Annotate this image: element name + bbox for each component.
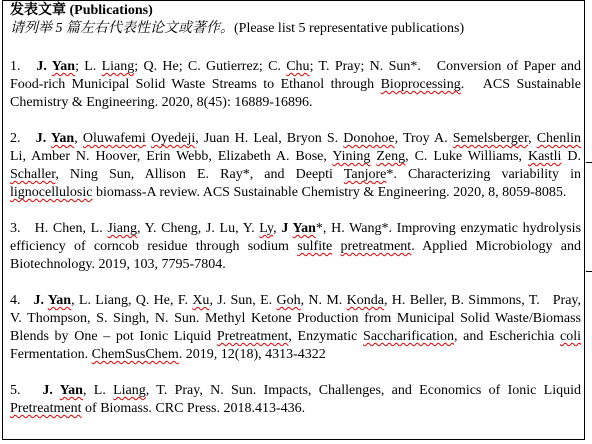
publication-line xyxy=(10,346,581,364)
highlighted-author: J. xyxy=(36,59,52,74)
text-run: Pray, xyxy=(539,293,581,308)
spell-flagged-word: Zeng xyxy=(376,149,406,164)
text-run: . ACS Sustainable xyxy=(460,77,581,92)
publication-line xyxy=(10,292,581,310)
spell-flagged-word: Donohoe xyxy=(343,131,395,146)
text-run: 3. xyxy=(10,221,35,236)
text-run: ; T. Pray; N. Sun*. xyxy=(309,59,437,74)
text-run: Chemistry & Engineering. 2020, 8(45): 16889-16896. xyxy=(10,95,313,110)
spell-flagged-word: Oyedeji xyxy=(150,131,196,146)
text-run: , Enzymatic xyxy=(288,329,364,344)
publication-line xyxy=(10,76,581,94)
text-run: , L. Liang, Q. He, F. xyxy=(71,293,193,308)
page-edge-mark xyxy=(586,162,592,163)
spell-flagged-word: ChemSusChem xyxy=(91,347,179,362)
highlighted-author: J. xyxy=(42,383,60,398)
spell-flagged-word: Yan xyxy=(47,293,72,308)
instruction-english: (Please list 5 representative publications) xyxy=(234,21,465,36)
text-run: of Biomass. CRC Press. 2018.413-436. xyxy=(81,401,306,416)
spell-flagged-word: Jiang xyxy=(107,221,137,236)
text-run: , xyxy=(528,131,537,146)
publication-line xyxy=(10,166,581,184)
text-run: , L. xyxy=(82,383,114,398)
publication-line xyxy=(10,328,581,346)
spell-flagged-word: Yan xyxy=(59,383,83,398)
publication-item-2 xyxy=(10,130,581,202)
text-run: *. Characterizing variability in xyxy=(386,167,582,182)
spell-flagged-word: Yan xyxy=(51,59,76,74)
text-run: , Ning Sun, Allison E. Ray*, and Deepti xyxy=(55,167,344,182)
spell-flagged-word: Saccharification xyxy=(363,329,454,344)
text-run: V. Thompson, S. Singh, N. Sun. Methyl Ketone Production from Municipal Solid Waste/Biomass xyxy=(10,311,581,326)
text-run: 5. xyxy=(10,383,43,398)
spell-flagged-word: Yan xyxy=(292,221,316,236)
text-run: Food-rich Municipal Solid Waste Streams to Ethanol through xyxy=(10,77,381,92)
text-run: efficiency of corncob residue through sodium xyxy=(10,239,298,254)
spell-flagged-word: Oluwafemi xyxy=(82,131,146,146)
spell-flagged-word: Liang xyxy=(101,59,135,74)
text-run: , xyxy=(74,131,83,146)
spell-flagged-word: Chu xyxy=(286,59,310,74)
publication-line xyxy=(10,148,581,166)
text-run: Biotechnology. 2019, 103, 7795-7804. xyxy=(10,257,226,272)
instruction-chinese: 请列举 5 篇左右代表性论文或著作。 xyxy=(10,21,234,36)
publication-line xyxy=(10,184,581,202)
publication-item-1 xyxy=(10,58,581,112)
text-run: 4. xyxy=(10,293,34,308)
spell-flagged-word: sulfite xyxy=(297,239,333,254)
publications-table-cell[interactable] xyxy=(2,0,585,440)
publication-line xyxy=(10,256,581,274)
spell-flagged-word: Yining xyxy=(332,149,371,164)
spell-flagged-word: Pretreatment xyxy=(10,401,82,416)
publication-line xyxy=(10,220,581,238)
spell-flagged-word: Tanjore xyxy=(343,167,387,182)
text-run: , N. M. xyxy=(300,293,347,308)
highlighted-author: J xyxy=(281,221,293,236)
text-run: 1. xyxy=(10,59,37,74)
text-run: D. xyxy=(561,149,581,164)
text-run: biomass-A review. ACS Sustainable Chemistry & Engineering. 2020, 8, 8059-8085. xyxy=(92,185,567,200)
spell-flagged-word: Liang xyxy=(113,383,146,398)
page-edge-mark xyxy=(586,271,592,272)
text-run: Conversion of Paper and xyxy=(436,59,581,74)
text-run: , xyxy=(273,221,282,236)
text-run: H. Chen, L. xyxy=(34,221,108,236)
publication-item-5 xyxy=(10,382,581,418)
section-title-text: 发表文章 (Publications) xyxy=(10,3,153,18)
spell-flagged-word: Chenlin xyxy=(536,131,582,146)
text-run: ; L. xyxy=(75,59,102,74)
text-run: , C. Luke Williams, xyxy=(405,149,528,164)
highlighted-author: J. xyxy=(33,293,48,308)
spell-flagged-word: lignocellulosic xyxy=(10,185,93,200)
spell-flagged-word: pretreatment xyxy=(340,239,412,254)
spell-flagged-word: Goh xyxy=(276,293,301,308)
publication-line xyxy=(10,310,581,328)
publication-line xyxy=(10,94,581,112)
text-run: , J. Sun, E. xyxy=(209,293,277,308)
text-run: ; Q. He; C. Gutierrez; C. xyxy=(134,59,287,74)
text-run: . 2019, 12(18), 4313-4322 xyxy=(178,347,326,362)
text-run: Blends by One – pot Ionic Liquid xyxy=(10,329,217,344)
publication-line xyxy=(10,130,581,148)
spell-flagged-word: Kastli xyxy=(527,149,562,164)
text-run: , Y. Cheng, J. Lu, Y. xyxy=(136,221,260,236)
spell-flagged-word: Ly xyxy=(259,221,274,236)
text-run: Li, Amber N. Hoover, Erin Webb, Elizabeth A. Bose, xyxy=(10,149,333,164)
blank-line xyxy=(10,38,581,58)
highlighted-author: J. xyxy=(35,131,51,146)
publication-line xyxy=(10,58,581,76)
spell-flagged-word: coli xyxy=(560,329,581,344)
text-run: , Troy A. xyxy=(394,131,453,146)
spell-flagged-word: Bioprocessing xyxy=(380,77,461,92)
spell-flagged-word: Konda xyxy=(346,293,384,308)
spell-flagged-word: Xu xyxy=(192,293,210,308)
publication-line xyxy=(10,400,581,418)
spell-flagged-word: Schaller xyxy=(10,167,56,182)
text-run: *, H. Wang*. Improving enzymatic hydrolysis xyxy=(315,221,582,236)
spell-flagged-word: Semelsberger xyxy=(452,131,529,146)
publication-item-4 xyxy=(10,292,581,364)
text-run: , H. Beller, B. Simmons, T. xyxy=(383,293,540,308)
text-run: , T. Pray, N. Sun. Impacts, Challenges, and Economics of Ionic Liquid xyxy=(145,383,581,398)
instruction-line xyxy=(10,20,581,38)
publication-line xyxy=(10,382,581,400)
text-run: . Applied Microbiology and xyxy=(411,239,582,254)
section-title xyxy=(10,2,581,20)
text-run: , Juan H. Leal, Bryon S. xyxy=(195,131,344,146)
text-run: , and Escherichia xyxy=(454,329,560,344)
publication-item-3 xyxy=(10,220,581,274)
spell-flagged-word: Yan xyxy=(50,131,75,146)
publication-list xyxy=(10,58,581,418)
publication-line xyxy=(10,238,581,256)
spell-flagged-word: Pretreatment xyxy=(216,329,289,344)
text-run: Fermentation. xyxy=(10,347,92,362)
text-run: 2. xyxy=(10,131,36,146)
